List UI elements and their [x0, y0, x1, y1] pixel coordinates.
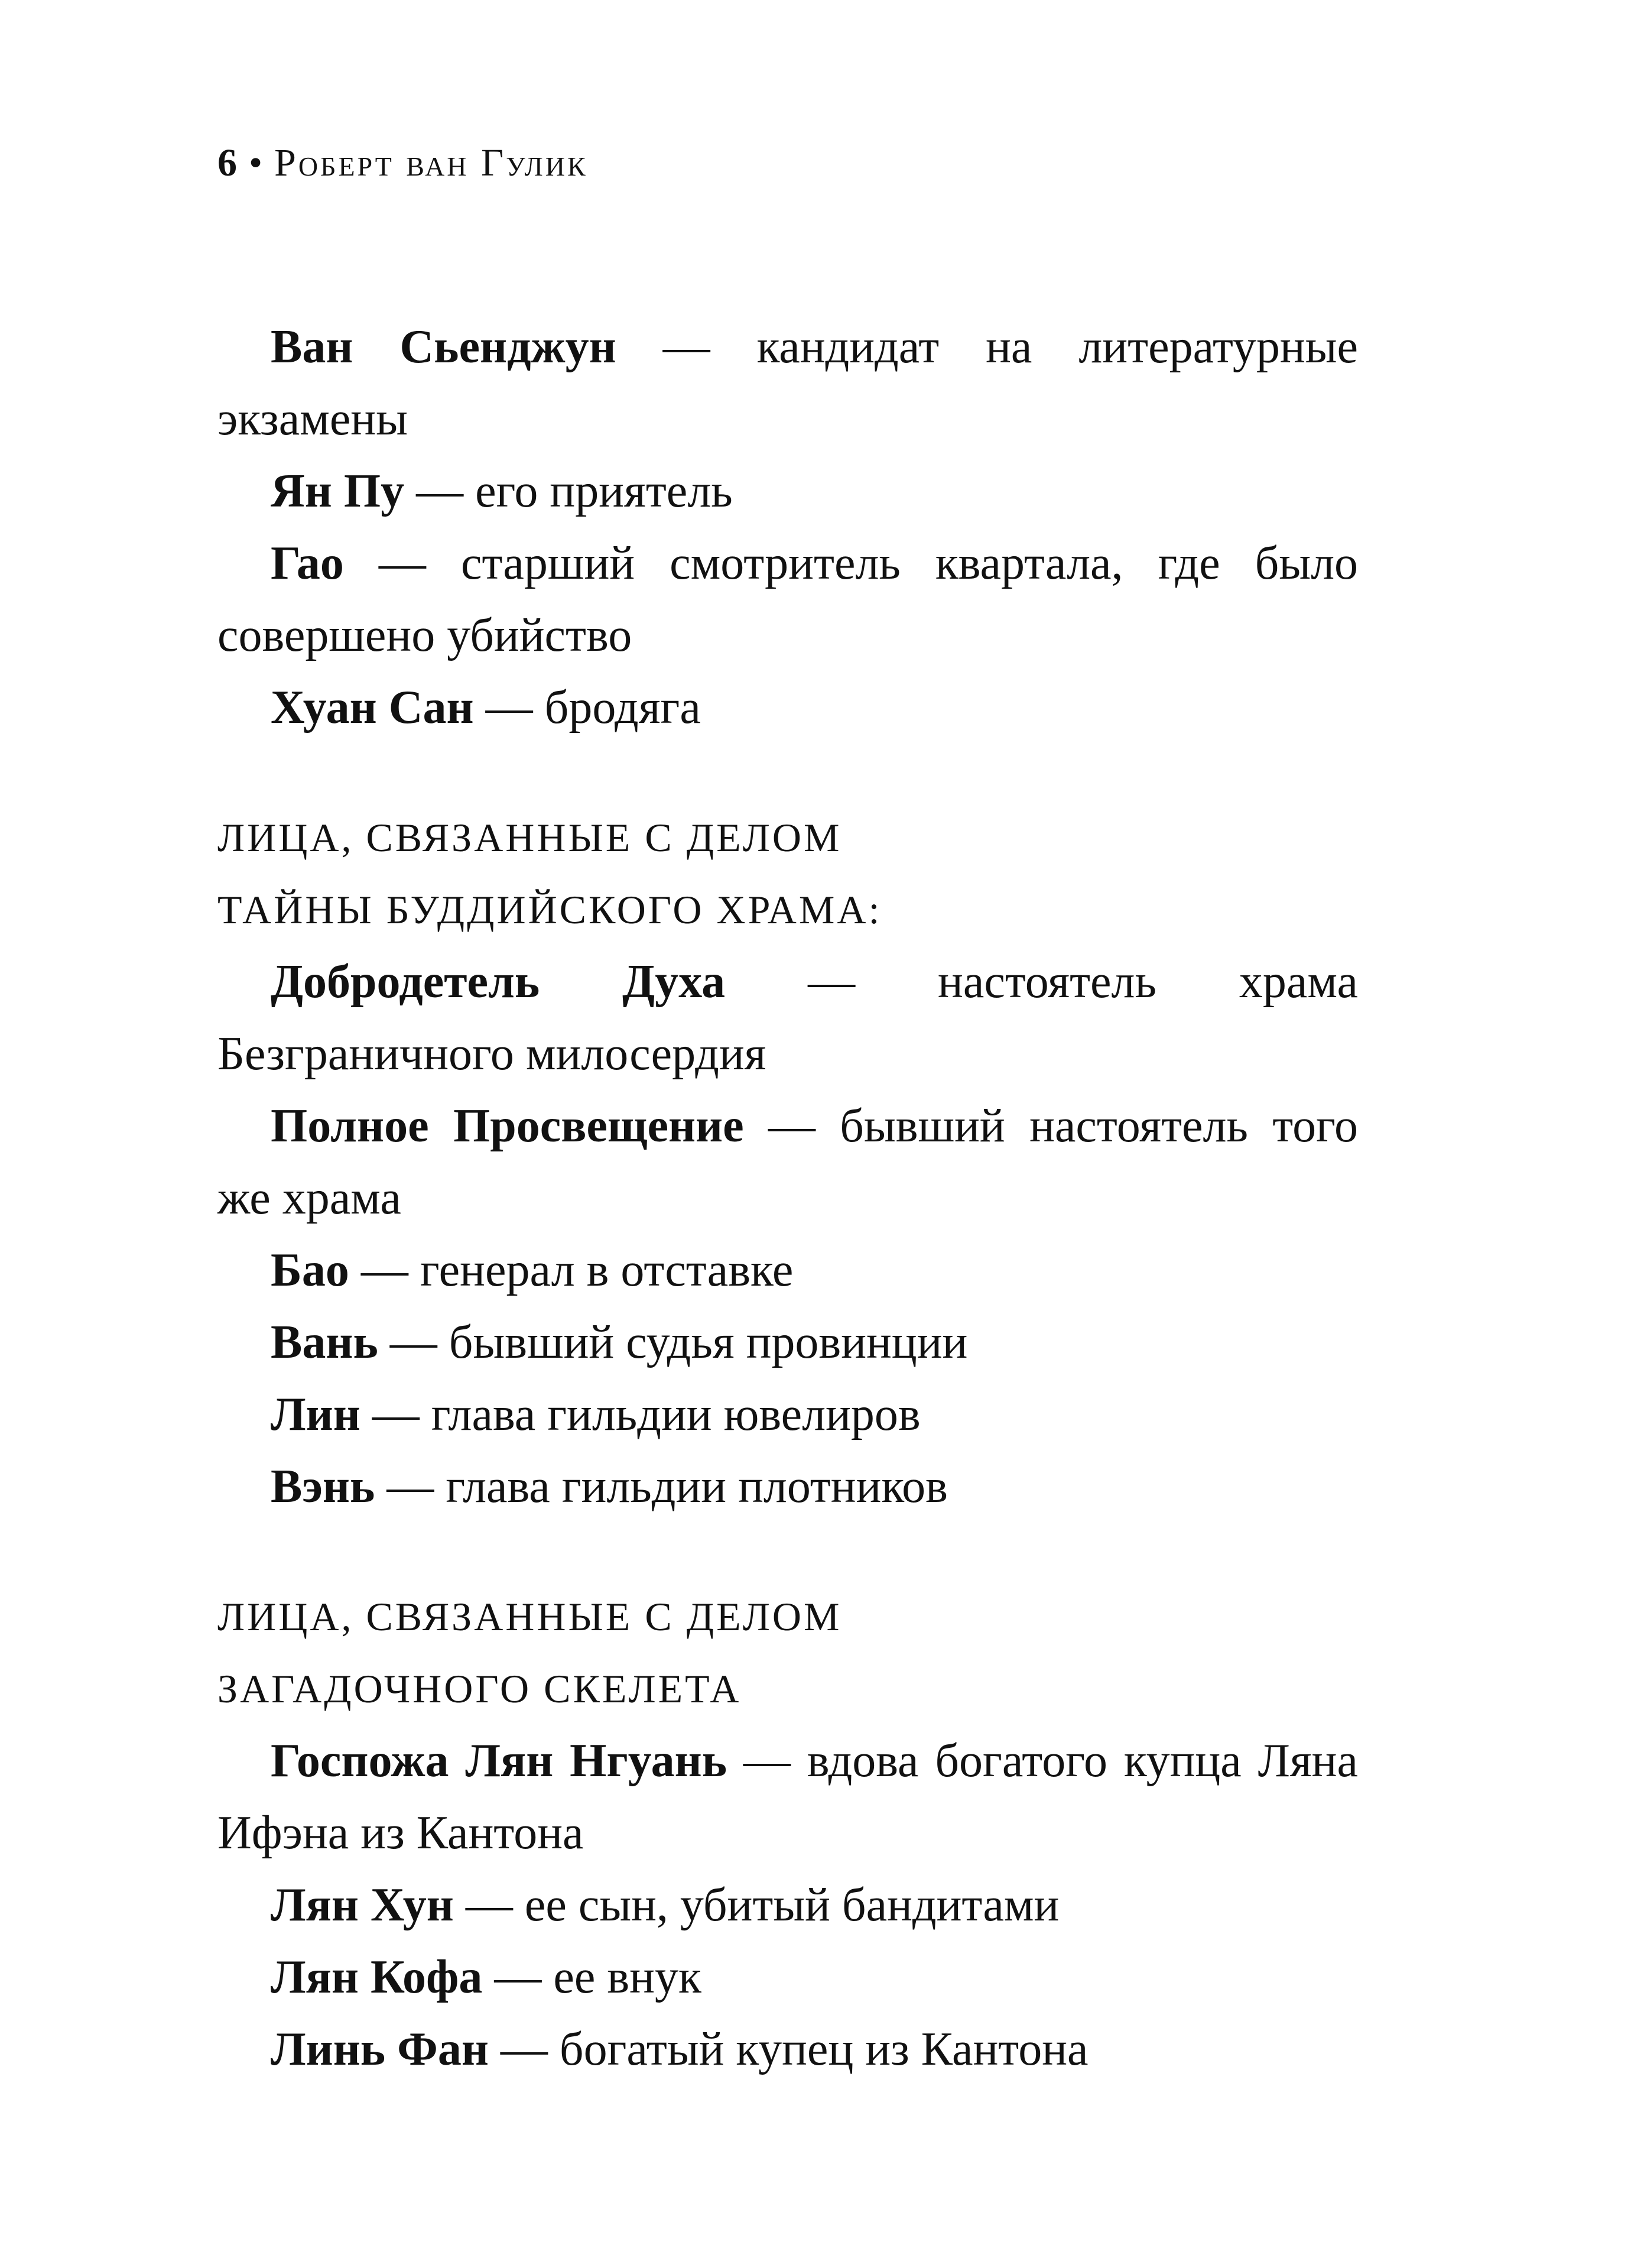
- author-name: Роберт ван Гулик: [274, 141, 588, 184]
- section-heading-line: ЗАГАДОЧНОГО СКЕЛЕТА: [217, 1666, 742, 1711]
- character-entry: [217, 1378, 1358, 1451]
- character-entry: [217, 1869, 1358, 1941]
- character-name: Хуан Сан: [271, 682, 474, 734]
- character-name: Добродетель Духа: [271, 956, 726, 1008]
- character-name: Бао: [271, 1244, 349, 1296]
- character-description: — богатый купец из Кантона: [488, 2023, 1089, 2075]
- character-entry: [217, 1941, 1358, 2013]
- section-heading-line: ЛИЦА, СВЯЗАННЫЕ С ДЕЛОМ: [217, 1594, 842, 1639]
- character-description: — настоятель храма Безграничного милосердия: [217, 956, 1358, 1080]
- character-entry: [217, 1234, 1358, 1306]
- section-gap: [217, 744, 1358, 802]
- character-description: — его приятель: [404, 465, 733, 517]
- character-name: Лин: [271, 1388, 360, 1440]
- character-description: — вдова богатого купца Ляна Ифэна из Кантона: [217, 1735, 1358, 1859]
- character-entry: [217, 1725, 1358, 1869]
- character-name: Ван Сьенджун: [271, 321, 616, 373]
- section-heading-line: ТАЙНЫ БУДДИЙСКОГО ХРАМА:: [217, 887, 882, 932]
- character-entry: [217, 527, 1358, 671]
- section-gap: [217, 1523, 1358, 1581]
- character-description: — ее внук: [482, 1951, 701, 2003]
- character-name: Вэнь: [271, 1461, 375, 1513]
- character-name: Лян Кофа: [271, 1951, 483, 2003]
- character-description: — глава гильдии плотников: [375, 1461, 948, 1513]
- character-description: — генерал в отставке: [349, 1244, 794, 1296]
- character-list: [217, 311, 1358, 2085]
- section-heading: [217, 802, 1358, 946]
- page-number: 6: [217, 141, 238, 184]
- bullet-separator: •: [249, 141, 264, 184]
- character-name: Гао: [271, 537, 344, 589]
- character-name: Вань: [271, 1316, 378, 1368]
- character-block-2: [217, 802, 1358, 1523]
- section-heading-line: ЛИЦА, СВЯЗАННЫЕ С ДЕЛОМ: [217, 815, 842, 860]
- character-entry: [217, 2013, 1358, 2085]
- running-head: [217, 139, 588, 187]
- character-block-1: [217, 311, 1358, 744]
- character-name: Полное Просвещение: [271, 1100, 744, 1152]
- character-description: — старший смотритель квартала, где было совершено убийство: [217, 537, 1358, 661]
- character-description: — кандидат на литературные экзамены: [217, 321, 1358, 445]
- character-entry: [217, 1451, 1358, 1523]
- character-description: — ее сын, убитый бандитами: [453, 1879, 1060, 1931]
- character-entry: [217, 1090, 1358, 1234]
- section-heading: [217, 1581, 1358, 1725]
- character-name: Госпожа Лян Нгуань: [271, 1735, 727, 1787]
- character-description: — глава гильдии ювелиров: [360, 1388, 921, 1440]
- character-entry: [217, 455, 1358, 527]
- character-entry: [217, 946, 1358, 1090]
- character-entry: [217, 1306, 1358, 1378]
- character-name: Лян Хун: [271, 1879, 454, 1931]
- character-description: — бродяга: [473, 682, 701, 734]
- character-block-3: [217, 1581, 1358, 2085]
- character-entry: [217, 671, 1358, 744]
- character-name: Линь Фан: [271, 2023, 489, 2075]
- character-name: Ян Пу: [271, 465, 405, 517]
- character-description: — бывший настоятель того же храма: [217, 1100, 1358, 1224]
- character-entry: [217, 311, 1358, 455]
- character-description: — бывший судья провинции: [378, 1316, 968, 1368]
